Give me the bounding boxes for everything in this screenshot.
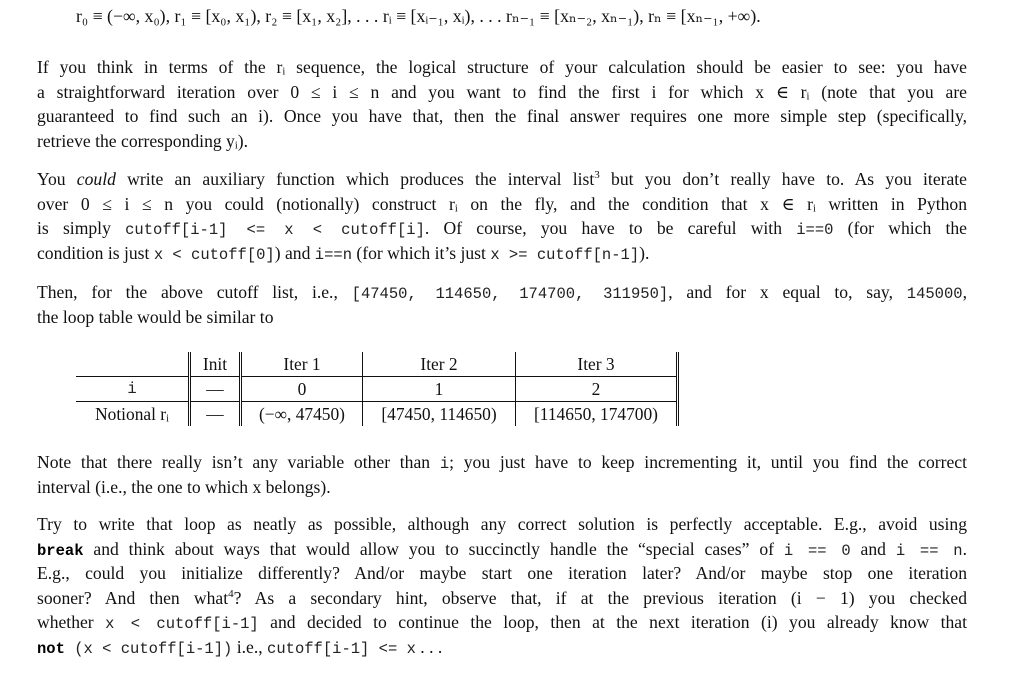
code-inline: x >= cutoff[n-1]	[490, 245, 640, 264]
table-header-cell: Iter 1	[241, 352, 363, 377]
table-header-cell: Iter 2	[363, 352, 516, 377]
code-keyword-not: not	[37, 639, 65, 658]
table-header-row	[76, 352, 678, 377]
code-inline: [47450, 114650, 174700, 311950]	[351, 285, 669, 303]
text-line: Then, for the above cutoff list, i.e., [47450, 114650, 174700, 311950], and for x equal to, say, 145000,	[37, 282, 967, 303]
text-line: interval (i.e., the one to which x belongs).	[37, 476, 331, 497]
table-cell: (−∞, 47450)	[241, 402, 363, 427]
text-line: E.g., could you initialize differently? And/or maybe start one iteration later? And/or maybe stop one iteration	[37, 563, 967, 584]
interval-definition-formula: r₀ ≡ (−∞, x₀), r₁ ≡ [x₀, x₁), r₂ ≡ [x₁, x₂], . . . rᵢ ≡ [xᵢ₋₁, xᵢ), . . . rₙ₋₁ ≡ [xₙ₋₂, xₙ₋₁), rₙ ≡ [xₙ₋₁, +∞).	[76, 6, 761, 26]
table-cell: —	[190, 402, 241, 427]
table-header-cell	[76, 352, 190, 377]
table-header-cell: Init	[190, 352, 241, 377]
table-cell: [47450, 114650)	[363, 402, 516, 427]
code-inline: x < cutoff[i-1]	[105, 615, 259, 634]
table-cell: Notional rᵢ	[76, 402, 190, 427]
text-line: whether x < cutoff[i-1] and decided to continue the loop, then at the next iteration (i) you already know that	[37, 612, 967, 634]
text-line: the loop table would be similar to	[37, 306, 274, 327]
text-line: If you think in terms of the rᵢ sequence, the logical structure of your calculation should be easier to see: you have	[37, 57, 967, 77]
code-inline: cutoff[i-1] <= x	[267, 639, 416, 658]
paragraph-auxiliary-function	[37, 167, 967, 265]
code-inline: i==n	[314, 245, 353, 264]
emphasis-could: could	[76, 169, 116, 189]
text-line: is simply cutoff[i-1] <= x < cutoff[i]. Of course, you have to be careful with i==0 (for which the	[37, 218, 967, 240]
footnote-mark-3[interactable]: 3	[594, 169, 600, 181]
paragraph-cutoff-example	[37, 280, 967, 329]
table-cell: i	[76, 377, 190, 402]
text-line: over 0 ≤ i ≤ n you could (notionally) construct rᵢ on the fly, and the condition that x ∈ rᵢ written in Python	[37, 193, 967, 214]
text-line: retrieve the corresponding yᵢ).	[37, 130, 248, 151]
footnote-mark-4[interactable]: 4	[228, 587, 234, 600]
code-inline: x < cutoff[0]	[153, 245, 275, 264]
code-inline: i	[439, 455, 450, 473]
table-cell: 2	[516, 377, 678, 402]
code-inline: cutoff[i-1] <= x < cutoff[i]	[125, 221, 425, 240]
table-cell: 1	[363, 377, 516, 402]
code-inline: i == 0	[783, 541, 851, 560]
text-line: condition is just x < cutoff[0]) and i==n (for which it’s just x >= cutoff[n-1]).	[37, 242, 650, 264]
text-line: Try to write that loop as neatly as possible, although any correct solution is perfectly acceptable. E.g., avoid using	[37, 514, 967, 534]
text-line: Note that there really isn’t any variable other than i; you just have to keep incrementing it, until you find the correct	[37, 452, 967, 473]
code-keyword-break: break	[37, 541, 84, 560]
table-header-cell: Iter 3	[516, 352, 678, 377]
table-row	[76, 377, 678, 402]
paragraph-loop-hints	[37, 512, 967, 660]
text-line: You could write an auxiliary function which produces the interval list$^3$ but you don’t really have to. As you iterate	[37, 169, 967, 189]
text-line: break and think about ways that would allow you to succinctly handle the “special cases” of i == 0 and i == n.	[37, 538, 968, 560]
paragraph-single-variable	[37, 450, 967, 499]
table-row	[76, 402, 678, 427]
text-line: a straightforward iteration over 0 ≤ i ≤ n and you want to find the first i for which x ∈ rᵢ (note that you are	[37, 81, 967, 102]
code-inline: (x < cutoff[i-1])	[64, 639, 233, 658]
text-line: guaranteed to find such an i). Once you have that, then the final answer requires one more simple step (specifically,	[37, 106, 967, 127]
table-cell: 0	[241, 377, 363, 402]
table-cell: —	[190, 377, 241, 402]
text-line: not (x < cutoff[i-1]) i.e., cutoff[i-1] <= x . . .	[37, 636, 443, 658]
paragraph-iteration-structure	[37, 55, 967, 153]
code-inline: i == n	[895, 541, 963, 560]
table-cell: [114650, 174700)	[516, 402, 678, 427]
text-line: sooner? And then what$^4$? As a secondary hint, observe that, if at the previous iteration (i − 1) you checked	[37, 587, 967, 608]
code-inline: 145000	[906, 285, 963, 303]
code-inline: i==0	[796, 221, 834, 240]
loop-table	[76, 352, 679, 426]
